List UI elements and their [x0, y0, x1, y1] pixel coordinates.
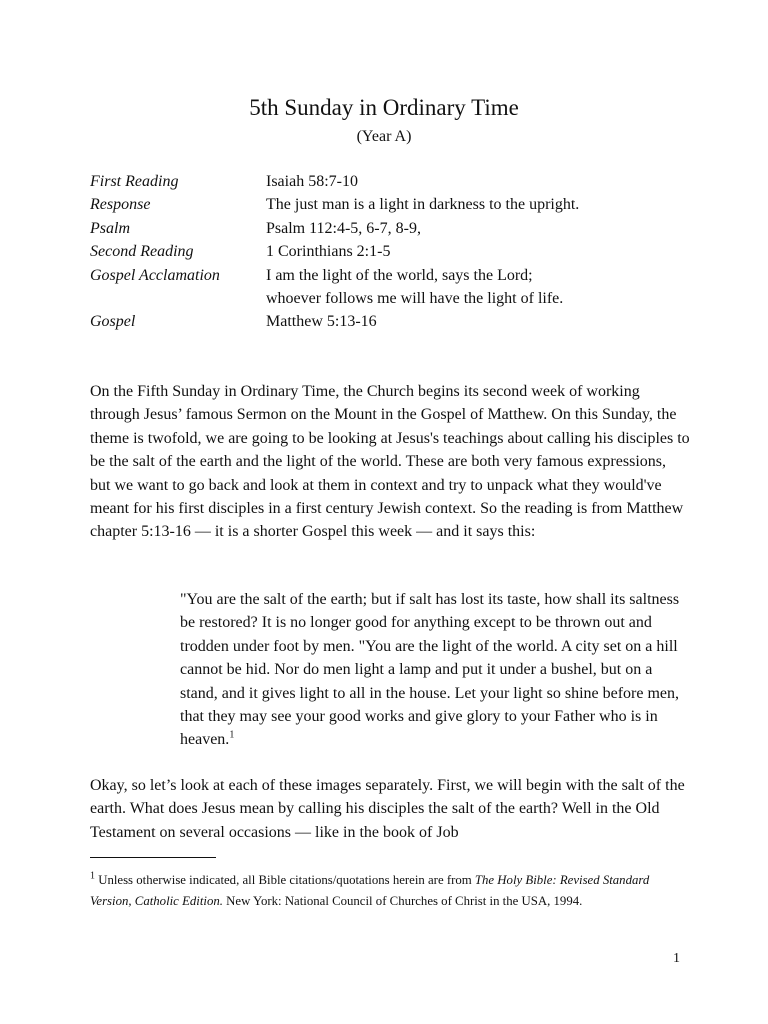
- footnote-text: Unless otherwise indicated, all Bible citations/quotations herein are from: [95, 873, 475, 887]
- reading-row-response: [90, 193, 690, 216]
- reading-value: The just man is a light in darkness to the upright.: [266, 196, 580, 214]
- reading-row-first-reading: [90, 170, 690, 193]
- footnote-reference[interactable]: 1: [229, 730, 235, 742]
- footnote-marker: 1: [90, 870, 95, 882]
- footnote-citation-title: The Holy Bible: Revised Standard Version, Catholic Edition.: [90, 873, 650, 908]
- block-quote: [180, 588, 680, 752]
- body-paragraph: Okay, so let’s look at each of these images separately. First, we will begin with the salt of the earth. What does Jesus mean by calling his disciples the salt of the earth? Well in the Old Testament on several occasions — like in the book of Job: [90, 777, 685, 841]
- reading-value: Isaiah 58:7-10: [266, 173, 358, 190]
- reading-value: 1 Corinthians 2:1-5: [266, 243, 391, 261]
- reading-value: [266, 264, 690, 311]
- block-quote-text: "You are the salt of the earth; but if salt has lost its taste, how shall its saltness be restored? It is no longer good for anything except to be thrown out and trodden under foot by men. "You are the light of the world. A city set on a hill cannot be hid. Nor do men light a lamp and put it under a bushel, but on a stand, and it gives light to all in the house. Let your light so shine before men, that they may see your good works and give glory to your Father who is in heaven.: [180, 591, 680, 749]
- page-number: 1: [673, 951, 680, 966]
- page-subtitle: (Year A): [356, 128, 412, 145]
- footnote-text: New York: National Council of Churches of Christ in the USA, 1994.: [222, 894, 583, 908]
- reading-value: Matthew 5:13-16: [266, 313, 377, 331]
- reading-label: Psalm: [90, 219, 130, 237]
- readings-table: [90, 170, 690, 334]
- reading-label: Response: [90, 196, 151, 214]
- reading-label: First Reading: [90, 173, 179, 190]
- page-title: 5th Sunday in Ordinary Time: [249, 95, 519, 120]
- footnote: [90, 870, 670, 912]
- reading-value-line: I am the light of the world, says the Lord;: [266, 266, 533, 284]
- reading-label: Second Reading: [90, 243, 194, 261]
- reading-row-gospel-acclamation: [90, 264, 690, 311]
- reading-value-line: whoever follows me will have the light of life.: [266, 290, 564, 308]
- footnote-divider: [90, 857, 216, 858]
- reading-row-second-reading: [90, 240, 690, 263]
- reading-label: Gospel Acclamation: [90, 266, 220, 284]
- reading-row-psalm: [90, 217, 690, 240]
- reading-value: Psalm 112:4-5, 6-7, 8-9,: [266, 219, 421, 237]
- body-paragraph: On the Fifth Sunday in Ordinary Time, the Church begins its second week of working through Jesus’ famous Sermon on the Mount in the Gospel of Matthew. On this Sunday, the theme is twofold, we are going to be looking at Jesus's teachings about calling his disciples to be the salt of the earth and the light of the world. These are both very famous expressions, but we want to go back and look at them in context and try to unpack what they would've meant for his first disciples in a first century Jewish context. So the reading is from Matthew chapter 5:13-16 — it is a shorter Gospel this week — and it says this:: [90, 383, 690, 541]
- reading-row-gospel: [90, 310, 690, 333]
- reading-label: Gospel: [90, 313, 136, 331]
